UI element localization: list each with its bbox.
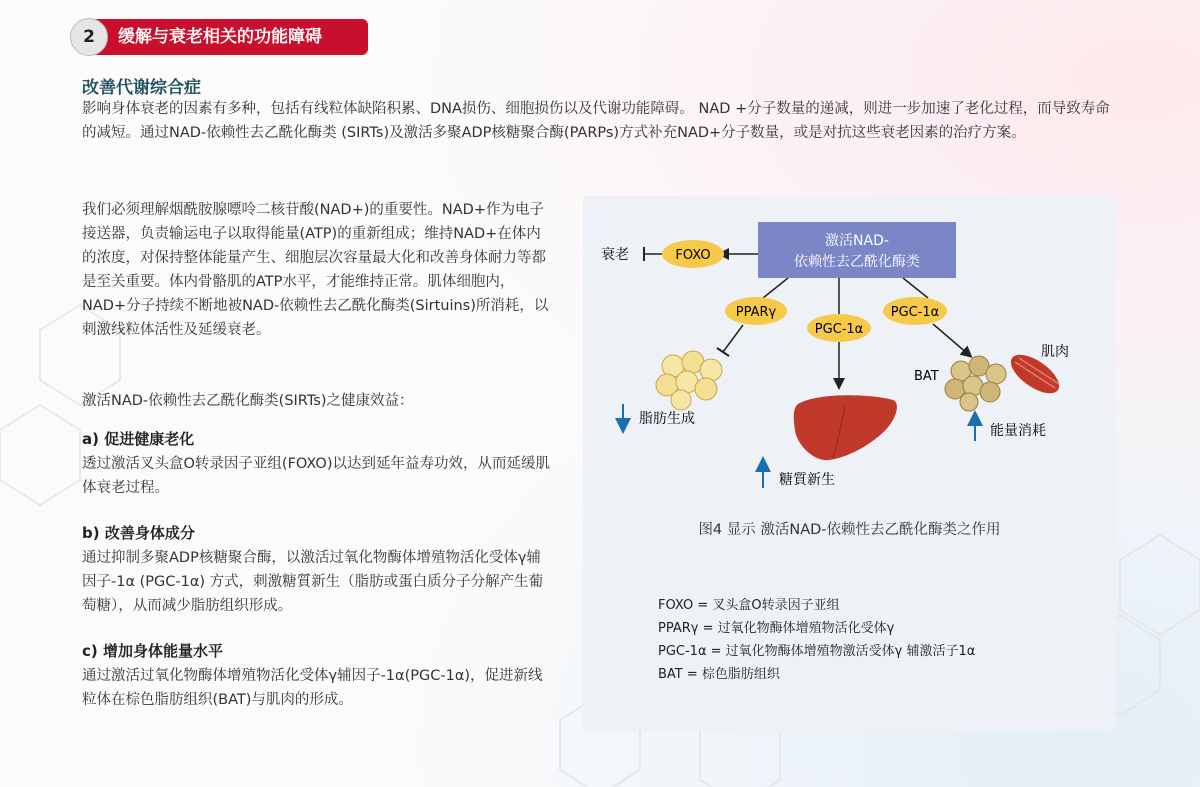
fat-label: 脂肪生成 (639, 411, 695, 427)
benefit-c-title: c) 增加身体能量水平 (82, 642, 223, 660)
sirt-box-line2: 依赖性去乙酰化酶类 (794, 254, 920, 270)
aging-label: 衰老 (601, 247, 629, 263)
bat-cells-icon (945, 356, 1006, 411)
section-heading: 改善代谢综合症 (82, 78, 201, 98)
legend-pgc: PGC-1α = 过氧化物酶体增殖物激活受体γ 辅激活子1α (658, 644, 976, 659)
intro-paragraph: 影响身体衰老的因素有多种，包括有线粒体缺陷积累、DNA损伤、细胞损伤以及代谢功能障碍。 NAD +分子数量的递减，则进一步加速了老化过程，而导致寿命的减短。通过NAD-依赖性去乙酰化酶类 (SIRTs)及激活多聚ADP核糖聚合酶(PARPs)方式补充NAD+分子数量，或是对抗这些衰老因素的治疗方案。 (82, 101, 1110, 141)
pathway-diagram (583, 196, 1116, 516)
bat-label: BAT (914, 369, 939, 384)
benefit-a-title: a) 促进健康老化 (82, 430, 195, 448)
benefit-b-title: b) 改善身体成分 (82, 524, 195, 542)
legend-ppar: PPARγ = 过氧化物酶体增殖物活化受体γ (658, 621, 895, 636)
energy-label: 能量消耗 (990, 423, 1046, 439)
benefit-b-text: 通过抑制多聚ADP核糖聚合酶，以激活过氧化物酶体增殖物活化受体γ辅因子-1α (PGC-1α) 方式，刺激糖質新生（脂肪或蛋白质分子分解产生葡萄糖），从而减少脂肪组织形成。 (82, 550, 544, 614)
section-banner (78, 19, 368, 55)
benefit-c-text: 通过激活过氧化物酶体增殖物活化受体γ辅因子-1α(PGC-1α)，促进新线粒体在棕色脂肪组织(BAT)与肌肉的形成。 (82, 668, 543, 708)
section-title: 缓解与衰老相关的功能障碍 (118, 27, 322, 47)
pgc-right-label: PGC-1α (890, 305, 940, 320)
fat-cells-icon (656, 351, 722, 410)
nad-paragraph: 我们必须理解烟酰胺腺嘌呤二核苷酸(NAD+)的重要性。NAD+作为电子接送器，负责输运电子以取得能量(ATP)的重新组成；维持NAD+在体内的浓度，对保持整体能量产生、细胞层次容量最大化和改善身体耐力等都是至关重要。体内骨骼肌的ATP水平，才能维持正常。肌体细胞内，NAD+分子持续不断地被NAD-依赖性去乙酰化酶类(Sirtuins)所消耗，以刺激线粒体活性及延缓衰老。 (82, 202, 549, 338)
foxo-label: FOXO (675, 248, 711, 263)
sirt-box-line1: 激活NAD- (825, 233, 889, 249)
ppar-label: PPARγ (735, 305, 777, 320)
liver-icon (794, 395, 897, 460)
pgc-mid-label: PGC-1α (814, 322, 864, 337)
legend-bat: BAT = 棕色脂肪组织 (658, 667, 780, 682)
figure-panel (583, 196, 1116, 731)
gluco-label: 糖質新生 (779, 472, 835, 488)
figure-caption: 图4 显示 激活NAD-依赖性去乙酰化酶类之作用 (698, 522, 1001, 538)
legend-foxo: FOXO = 叉头盒O转录因子亚组 (658, 598, 840, 613)
abbreviation-legend (658, 594, 975, 686)
benefits-intro: 激活NAD-依赖性去乙酰化酶类(SIRTs)之健康效益： (82, 393, 414, 409)
section-number: 2 (70, 18, 108, 56)
benefit-a-text: 透过激活叉头盒O转录因子亚组(FOXO)以达到延年益寿功效，从而延缓肌体衰老过程。 (82, 456, 550, 496)
muscle-label: 肌肉 (1041, 344, 1069, 360)
